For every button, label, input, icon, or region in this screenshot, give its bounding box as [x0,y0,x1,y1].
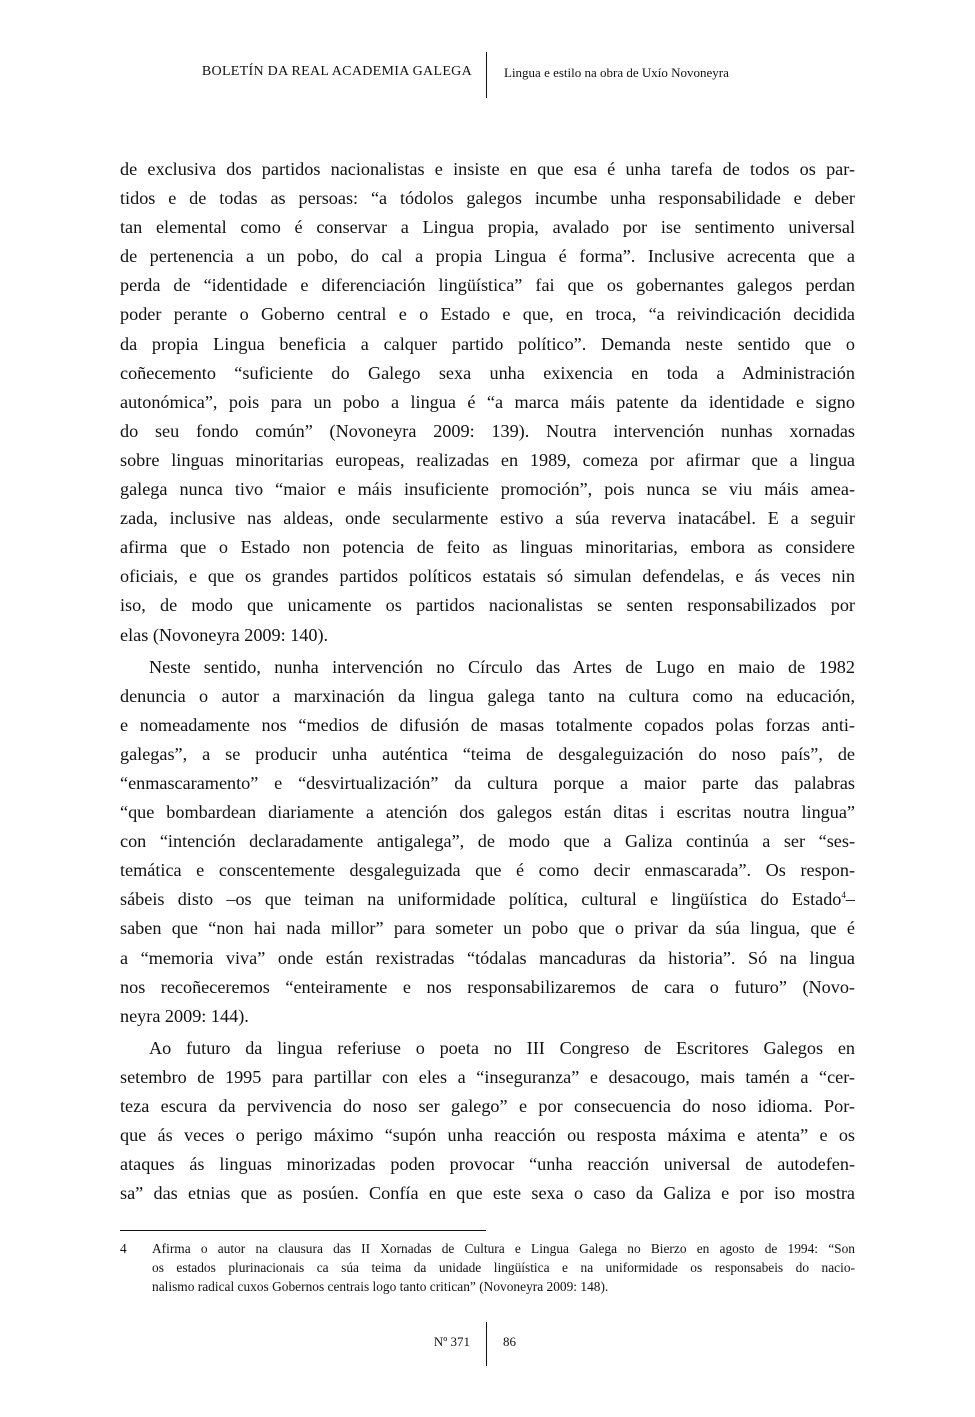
running-head [0,52,975,98]
header-divider [486,52,487,98]
text-line [120,885,855,914]
text-line: sa” das etnias que as posúen. Confía en que este sexa o caso da Galiza e por iso mostra [120,1183,855,1204]
text-line: elas (Novoneyra 2009: 140). [120,624,329,645]
paragraph [120,1034,855,1209]
text-line: a “memoria viva” onde están rexistradas “tódalas mancaduras da historia”. Só na lingua [120,947,855,968]
text-line: perda de “identidade e diferenciación lingüística” fai que os gobernantes galegos perdan [120,275,855,296]
text-line: sobre linguas minoritarias europeas, realizadas en 1989, comeza por afirmar que a lingua [120,449,855,470]
text-segment: sábeis disto –os que teiman na uniformidade política, cultural e lingüística do Estado [120,889,842,910]
text-line: tidos e de todas as persoas: “a tódolos galegos incumbe unha responsabilidade e deber [120,188,855,209]
page-footer [0,1322,975,1366]
body-text [120,155,855,1211]
text-line: “enmascaramento” e “desvirtualización” da cultura porque a maior parte das palabras [120,772,855,793]
footnote-line: Afirma o autor na clausura das II Xornadas de Cultura e Lingua Galega no Bierzo en agosto de 1994: “Son [152,1241,855,1256]
text-line: setembro de 1995 para partillar con eles a “inseguranza” e desacougo, mais tamén a “cer- [120,1066,855,1087]
text-line: do seu fondo común” (Novoneyra 2009: 139). Noutra intervención nunhas xornadas [120,420,855,441]
text-line: poder perante o Goberno central e o Estado e que, en troca, “a reivindicación decidida [120,304,855,325]
text-line: da propia Lingua beneficia a calquer partido político”. Demanda neste sentido que o [120,333,855,354]
text-line: teza escura da pervivencia do noso ser galego” e por consecuencia do noso idioma. Por- [120,1096,855,1116]
text-line: neyra 2009: 144). [120,1005,249,1026]
text-line: autonómica”, pois para un pobo a lingua é “a marca máis patente da identidade e signo [120,391,855,412]
footnote-ref[interactable]: 4 [841,890,846,901]
paragraph [120,653,855,1031]
text-line: galegas”, a se producir unha auténtica “teima de desgaleguización do noso país”, de [120,743,855,764]
text-line: zada, inclusive nas aldeas, onde secularmente estivo a súa reverva inatacábel. E a seguir [120,508,855,529]
text-line: Neste sentido, nunha intervención no Círculo das Artes de Lugo en maio de 1982 [149,656,855,677]
dash: – [845,889,855,910]
text-line: ataques ás linguas minorizadas poden provocar “unha reacción universal de autodefen- [120,1154,855,1175]
text-line: e nomeadamente nos “medios de difusión de masas totalmente copados polas forzas anti- [120,714,855,735]
footnote-line: os estados plurinacionais ca súa teima da unidade lingüística e na uniformidade os responsabeis do nacio- [152,1260,855,1275]
text-line: de pertenencia a un pobo, do cal a propia Lingua é forma”. Inclusive acrecenta que a [120,246,855,267]
text-line: coñecemento “suficiente do Galego sexa unha exixencia en toda a Administración [120,362,855,383]
footnote-number: 4 [120,1241,127,1256]
text-line: galega nunca tivo “maior e máis insuficiente promoción”, pois nunca se viu máis amea- [120,479,855,500]
paragraph [120,155,855,650]
text-line: saben que “non hai nada millor” para someter un pobo que o privar da súa lingua, que é [120,918,855,939]
issue-number: Nº 371 [433,1334,470,1349]
text-line: iso, de modo que unicamente os partidos nacionalistas se senten responsabilizados por [120,595,855,616]
text-line: “que bombardean diariamente a atención dos galegos están ditas i escritas noutra lingua” [120,802,855,823]
text-line: oficiais, e que os grandes partidos políticos estatais só simulan defendelas, e ás veces nin [120,566,855,587]
footer-divider [486,1322,487,1366]
text-line: nos recoñeceremos “enteiramente e nos responsabilizaremos de cara o futuro” (Novo- [120,976,855,997]
footnote-line: nalismo radical cuxos Gobernos centrais logo tanto critican” (Novoneyra 2009: 148). [152,1279,609,1294]
text-line: Ao futuro da lingua referiuse o poeta no III Congreso de Escritores Galegos en [149,1037,855,1058]
text-line: temática e conscentemente desgaleguizada que é como decir enmascarada”. Os respon- [120,860,855,881]
footnote-text [152,1239,855,1296]
journal-title: BOLETÍN DA REAL ACADEMIA GALEGA [201,64,472,79]
page-number: 86 [503,1334,516,1349]
text-line: denuncia o autor a marxinación da lingua galega tanto na cultura como na educación, [120,685,855,706]
footnote-separator [120,1230,486,1231]
text-line: que ás veces o perigo máximo “supón unha reacción ou resposta máxima e atenta” e os [120,1125,855,1146]
text-line: de exclusiva dos partidos nacionalistas e insiste en que esa é unha tarefa de todos os par- [120,159,855,179]
article-title: Lingua e estilo na obra de Uxío Novoneyra [504,65,729,80]
footnote [120,1239,855,1296]
text-line: tan elemental como é conservar a Lingua propia, avalado por ise sentimento universal [120,217,855,238]
text-line: afirma que o Estado non potencia de feito as linguas minoritarias, embora as considere [120,537,855,558]
text-line: con “intención declaradamente antigalega”, de modo que a Galiza continúa a ser “ses- [120,831,855,852]
